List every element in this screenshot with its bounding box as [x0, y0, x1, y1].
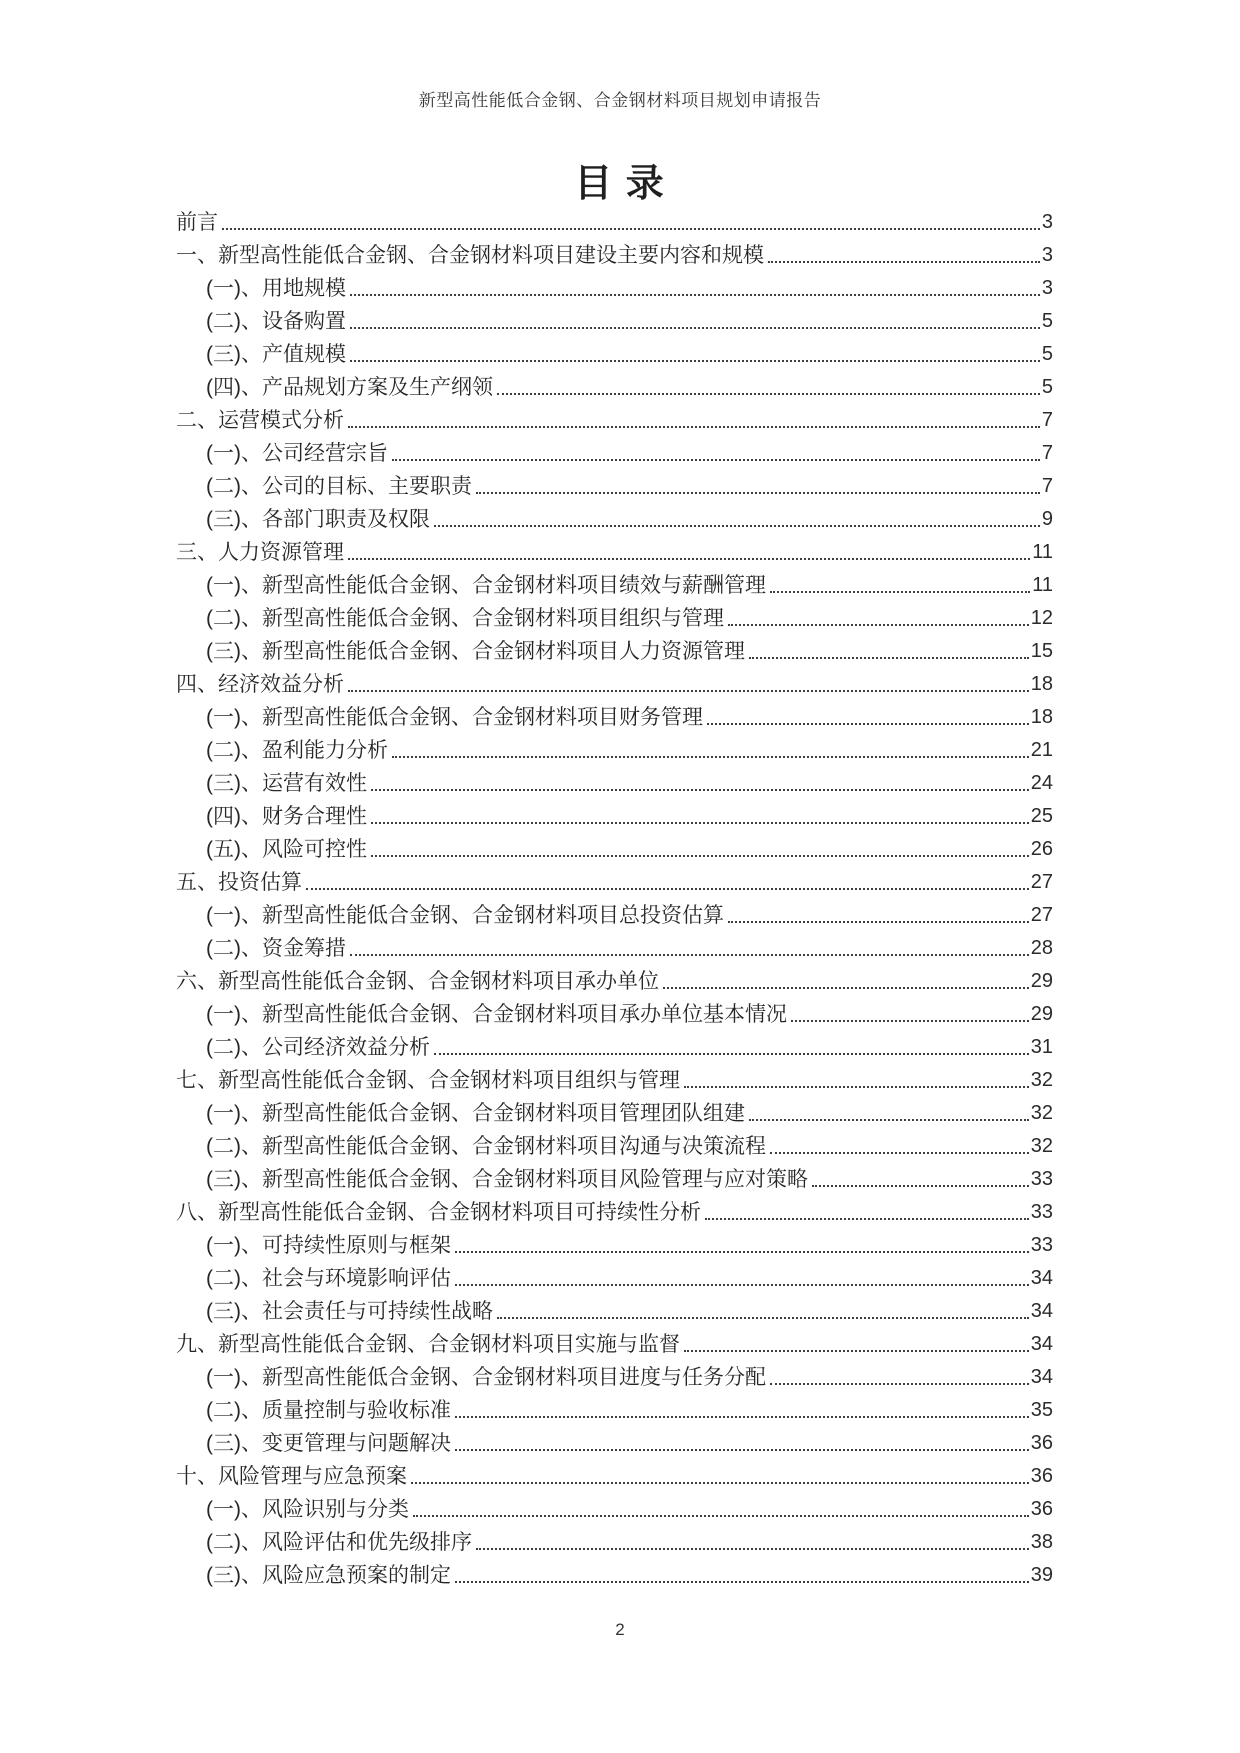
toc-entry[interactable]: [176, 1194, 1053, 1227]
toc-entry[interactable]: [176, 402, 1053, 435]
toc-entry[interactable]: [176, 1095, 1053, 1128]
toc-entry-page-number: 11: [1032, 574, 1053, 596]
toc-dotted-leader: [705, 1218, 1029, 1220]
toc-dotted-leader: [497, 393, 1040, 395]
toc-entry-label: 五、投资估算: [176, 871, 302, 894]
toc-entry-page-number: 36: [1030, 1465, 1053, 1487]
toc-entry[interactable]: [176, 1128, 1053, 1161]
toc-dotted-leader: [728, 624, 1029, 626]
toc-entry-label: (五)、风险可控性: [206, 838, 367, 861]
toc-entry-label: 九、新型高性能低合金钢、合金钢材料项目实施与监督: [176, 1333, 680, 1356]
toc-entry-page-number: 33: [1030, 1168, 1053, 1190]
toc-entry-page-number: 3: [1041, 244, 1053, 266]
toc-entry-label: (四)、财务合理性: [206, 805, 367, 828]
toc-dotted-leader: [663, 987, 1029, 989]
toc-entry-label: 一、新型高性能低合金钢、合金钢材料项目建设主要内容和规模: [176, 244, 764, 267]
toc-entry-label: 三、人力资源管理: [176, 541, 344, 564]
toc-dotted-leader: [455, 1284, 1029, 1286]
toc-entry-label: 十、风险管理与应急预案: [176, 1465, 407, 1488]
toc-entry-label: (一)、风险识别与分类: [206, 1498, 409, 1521]
toc-entry-label: (三)、新型高性能低合金钢、合金钢材料项目人力资源管理: [206, 640, 745, 663]
toc-dotted-leader: [411, 1482, 1029, 1484]
toc-entry-label: (二)、新型高性能低合金钢、合金钢材料项目组织与管理: [206, 607, 724, 630]
toc-entry[interactable]: [176, 1458, 1053, 1491]
toc-entry-label: (二)、公司的目标、主要职责: [206, 475, 472, 498]
toc-entry-label: (一)、新型高性能低合金钢、合金钢材料项目进度与任务分配: [206, 1366, 766, 1389]
toc-entry-page-number: 32: [1030, 1069, 1053, 1091]
toc-entry-page-number: 15: [1030, 640, 1053, 662]
toc-entry-label: (二)、新型高性能低合金钢、合金钢材料项目沟通与决策流程: [206, 1135, 766, 1158]
toc-dotted-leader: [812, 1185, 1029, 1187]
toc-entry-page-number: 5: [1041, 343, 1053, 365]
toc-entry-label: (二)、社会与环境影响评估: [206, 1267, 451, 1290]
toc-entry-page-number: 9: [1041, 508, 1053, 530]
toc-entry-label: (一)、新型高性能低合金钢、合金钢材料项目管理团队组建: [206, 1102, 745, 1125]
toc-entry-page-number: 18: [1030, 673, 1053, 695]
toc-entry-label: (一)、公司经营宗旨: [206, 442, 388, 465]
toc-dotted-leader: [434, 525, 1040, 527]
toc-entry-page-number: 29: [1030, 1003, 1053, 1025]
table-of-contents: [176, 204, 1053, 1590]
toc-entry[interactable]: [176, 567, 1053, 600]
toc-dotted-leader: [350, 294, 1040, 296]
toc-entry[interactable]: [176, 600, 1053, 633]
toc-entry-label: 六、新型高性能低合金钢、合金钢材料项目承办单位: [176, 970, 659, 993]
toc-dotted-leader: [476, 492, 1040, 494]
toc-entry-page-number: 31: [1030, 1036, 1053, 1058]
toc-entry-page-number: 33: [1030, 1201, 1053, 1223]
toc-entry-page-number: 28: [1030, 937, 1053, 959]
toc-entry-page-number: 34: [1030, 1300, 1053, 1322]
toc-entry-page-number: 21: [1030, 739, 1053, 761]
toc-entry-page-number: 5: [1041, 310, 1053, 332]
toc-dotted-leader: [770, 1383, 1029, 1385]
toc-dotted-leader: [749, 1119, 1029, 1121]
toc-entry-page-number: 27: [1030, 904, 1053, 926]
toc-entry[interactable]: [176, 1359, 1053, 1392]
toc-dotted-leader: [348, 558, 1030, 560]
toc-entry[interactable]: [176, 435, 1053, 468]
toc-entry[interactable]: [176, 336, 1053, 369]
toc-entry-page-number: 11: [1032, 541, 1053, 563]
toc-entry-page-number: 29: [1030, 970, 1053, 992]
toc-dotted-leader: [497, 1317, 1029, 1319]
toc-dotted-leader: [413, 1515, 1029, 1517]
toc-entry-label: (一)、可持续性原则与框架: [206, 1234, 451, 1257]
toc-entry[interactable]: [176, 204, 1053, 237]
toc-dotted-leader: [455, 1416, 1029, 1418]
toc-dotted-leader: [749, 657, 1029, 659]
toc-entry[interactable]: [176, 1524, 1053, 1557]
toc-entry[interactable]: [176, 534, 1053, 567]
toc-entry-label: 前言: [176, 211, 218, 234]
toc-dotted-leader: [768, 261, 1040, 263]
toc-dotted-leader: [350, 954, 1029, 956]
toc-entry[interactable]: [176, 1557, 1053, 1590]
toc-entry[interactable]: [176, 930, 1053, 963]
toc-entry-label: 七、新型高性能低合金钢、合金钢材料项目组织与管理: [176, 1069, 680, 1092]
toc-entry-label: (一)、新型高性能低合金钢、合金钢材料项目总投资估算: [206, 904, 724, 927]
toc-entry-label: (二)、公司经济效益分析: [206, 1036, 430, 1059]
toc-dotted-leader: [306, 888, 1029, 890]
toc-entry[interactable]: [176, 732, 1053, 765]
toc-dotted-leader: [222, 228, 1040, 230]
toc-entry[interactable]: [176, 1260, 1053, 1293]
toc-entry-page-number: 26: [1030, 838, 1053, 860]
toc-entry[interactable]: [176, 831, 1053, 864]
toc-entry-page-number: 34: [1030, 1267, 1053, 1289]
toc-entry-page-number: 5: [1041, 376, 1053, 398]
toc-entry-page-number: 34: [1030, 1333, 1053, 1355]
toc-entry-label: 八、新型高性能低合金钢、合金钢材料项目可持续性分析: [176, 1201, 701, 1224]
toc-dotted-leader: [770, 1152, 1029, 1154]
toc-dotted-leader: [684, 1086, 1029, 1088]
toc-entry[interactable]: [176, 1293, 1053, 1326]
toc-entry-page-number: 7: [1041, 442, 1053, 464]
toc-entry[interactable]: [176, 369, 1053, 402]
toc-dotted-leader: [371, 822, 1029, 824]
toc-entry[interactable]: [176, 666, 1053, 699]
toc-entry-page-number: 32: [1030, 1102, 1053, 1124]
toc-dotted-leader: [348, 690, 1029, 692]
toc-entry-page-number: 34: [1030, 1366, 1053, 1388]
toc-entry-label: (一)、用地规模: [206, 277, 346, 300]
toc-entry-label: (一)、新型高性能低合金钢、合金钢材料项目绩效与薪酬管理: [206, 574, 766, 597]
document-header-title: 新型高性能低合金钢、合金钢材料项目规划申请报告: [418, 91, 822, 110]
toc-entry[interactable]: [176, 303, 1053, 336]
toc-entry[interactable]: [176, 1062, 1053, 1095]
toc-entry[interactable]: [176, 633, 1053, 666]
toc-entry-label: 二、运营模式分析: [176, 409, 344, 432]
toc-dotted-leader: [350, 327, 1040, 329]
toc-dotted-leader: [392, 459, 1040, 461]
toc-dotted-leader: [455, 1251, 1029, 1253]
toc-entry[interactable]: [176, 963, 1053, 996]
toc-entry[interactable]: [176, 270, 1053, 303]
toc-entry[interactable]: [176, 798, 1053, 831]
toc-entry[interactable]: [176, 897, 1053, 930]
toc-entry-page-number: 36: [1030, 1498, 1053, 1520]
toc-entry-page-number: 3: [1041, 211, 1053, 233]
toc-entry-page-number: 39: [1030, 1564, 1053, 1586]
toc-entry[interactable]: [176, 864, 1053, 897]
toc-entry-label: (一)、新型高性能低合金钢、合金钢材料项目财务管理: [206, 706, 703, 729]
toc-entry-page-number: 24: [1030, 772, 1053, 794]
toc-entry-page-number: 27: [1030, 871, 1053, 893]
toc-entry-label: (四)、产品规划方案及生产纲领: [206, 376, 493, 399]
toc-entry-label: (二)、盈利能力分析: [206, 739, 388, 762]
toc-entry[interactable]: [176, 1326, 1053, 1359]
toc-entry-label: (二)、设备购置: [206, 310, 346, 333]
toc-dotted-leader: [476, 1548, 1029, 1550]
toc-entry-label: (三)、风险应急预案的制定: [206, 1564, 451, 1587]
toc-entry-label: (三)、变更管理与问题解决: [206, 1432, 451, 1455]
toc-dotted-leader: [770, 591, 1030, 593]
toc-entry-label: (三)、产值规模: [206, 343, 346, 366]
toc-entry-page-number: 7: [1041, 475, 1053, 497]
toc-dotted-leader: [791, 1020, 1029, 1022]
toc-dotted-leader: [707, 723, 1029, 725]
toc-entry-label: (一)、新型高性能低合金钢、合金钢材料项目承办单位基本情况: [206, 1003, 787, 1026]
toc-entry-label: (二)、风险评估和优先级排序: [206, 1531, 472, 1554]
toc-dotted-leader: [392, 756, 1029, 758]
toc-entry-page-number: 36: [1030, 1432, 1053, 1454]
toc-entry-page-number: 3: [1041, 277, 1053, 299]
page-title: 目 录: [574, 163, 666, 205]
toc-entry[interactable]: [176, 765, 1053, 798]
toc-entry-label: (三)、运营有效性: [206, 772, 367, 795]
toc-dotted-leader: [455, 1449, 1029, 1451]
toc-entry-page-number: 32: [1030, 1135, 1053, 1157]
toc-entry-label: (三)、社会责任与可持续性战略: [206, 1300, 493, 1323]
toc-entry[interactable]: [176, 1029, 1053, 1062]
toc-entry-label: (二)、资金筹措: [206, 937, 346, 960]
toc-entry[interactable]: [176, 468, 1053, 501]
toc-entry-page-number: 25: [1030, 805, 1053, 827]
toc-entry[interactable]: [176, 1425, 1053, 1458]
toc-dotted-leader: [434, 1053, 1029, 1055]
toc-entry-page-number: 35: [1030, 1399, 1053, 1421]
toc-entry-label: 四、经济效益分析: [176, 673, 344, 696]
toc-entry-label: (二)、质量控制与验收标准: [206, 1399, 451, 1422]
toc-dotted-leader: [350, 360, 1040, 362]
toc-entry-label: (三)、各部门职责及权限: [206, 508, 430, 531]
toc-entry-page-number: 38: [1030, 1531, 1053, 1553]
toc-entry[interactable]: [176, 1491, 1053, 1524]
toc-entry-page-number: 33: [1030, 1234, 1053, 1256]
toc-entry-label: (三)、新型高性能低合金钢、合金钢材料项目风险管理与应对策略: [206, 1168, 808, 1191]
toc-entry[interactable]: [176, 237, 1053, 270]
toc-dotted-leader: [371, 855, 1029, 857]
toc-entry[interactable]: [176, 1227, 1053, 1260]
toc-entry[interactable]: [176, 996, 1053, 1029]
footer-page-number: 2: [615, 1620, 625, 1639]
toc-entry[interactable]: [176, 1161, 1053, 1194]
toc-dotted-leader: [728, 921, 1029, 923]
toc-entry[interactable]: [176, 1392, 1053, 1425]
toc-dotted-leader: [684, 1350, 1029, 1352]
toc-entry-page-number: 18: [1030, 706, 1053, 728]
toc-entry[interactable]: [176, 699, 1053, 732]
toc-entry-page-number: 12: [1030, 607, 1053, 629]
toc-dotted-leader: [371, 789, 1029, 791]
toc-entry[interactable]: [176, 501, 1053, 534]
toc-entry-page-number: 7: [1041, 409, 1053, 431]
toc-dotted-leader: [455, 1581, 1029, 1583]
toc-dotted-leader: [348, 426, 1040, 428]
